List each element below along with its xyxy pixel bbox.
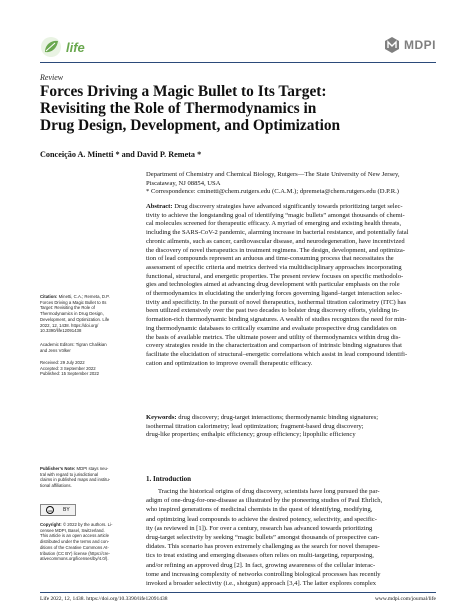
header-rule [40, 62, 436, 63]
publisher-name: MDPI [404, 38, 436, 52]
affiliation-line: Department of Chemistry and Chemical Biology, Rutgers—The State University of New Jersey, [146, 171, 400, 178]
abstract-line: been utilized extensively over the past two decades to bolster drug discovery efforts, yielding in- [146, 307, 400, 315]
intro-line: and/or refining an approved drug [2]. In fact, growing awareness of the cellular interac- [146, 561, 376, 569]
cc-by-license-badge[interactable] [40, 504, 76, 516]
journal-name: life [66, 39, 85, 55]
intro-line: ity (as reviewed in [1]). For over a century, research has advanced towards prioritizing [146, 524, 373, 532]
journal-header [40, 36, 85, 58]
section-heading: 1. Introduction [146, 475, 191, 483]
citation-doi-link[interactable]: 10.3390/life12091438 [40, 328, 82, 334]
copyright-line: This article is an open access article [40, 533, 110, 539]
abstract-line: cation and optimization to improve overall therapeutic efficacy. [146, 359, 313, 367]
abstract-line: covery strategies reside in the characterization and comparison of intrinsic binding signatures that [146, 342, 402, 350]
publisher-note-line: claims in published maps and institu- [40, 477, 111, 483]
published-date: Published: 15 September 2022 [40, 371, 100, 377]
abstract-line: cal molecules screened for therapeutic efficacy. A myriad of emerging and existing health threats, [146, 220, 402, 228]
abstract-line: tion of lead compounds represent an arduous and time-consuming process that necessitates the [146, 255, 394, 263]
citation-doi-link[interactable]: 2022, 12, 1438. https://doi.org/ [40, 322, 99, 328]
copyright-line: censee MDPI, Basel, Switzerland. [40, 527, 105, 533]
editors-line: Academic Editors: Tigran Chalikian [40, 342, 107, 347]
abstract [146, 203, 446, 368]
title-line: Forces Driving a Magic Bullet to Its Target: [40, 83, 327, 100]
citation-line: Forces Driving a Magic Bullet to Its [40, 299, 107, 305]
copyright-block [40, 522, 136, 562]
abstract-line: Drug discovery strategies have advanced significantly towards prioritizing target selec- [174, 203, 403, 210]
received-date: Received: 29 July 2022 [40, 360, 85, 365]
intro-line: adigm of one-drug-for-one-disease as illustrated by the pioneering studies of Paul Ehrlich, [146, 497, 383, 505]
intro-line: tome and increasing complexity of networks controlling biological processes has recently [146, 570, 381, 578]
abstract-line: the discovery of novel therapeutics in treatment regimens. The design, development, and optimiza- [146, 246, 405, 254]
intro-line: tics to treat existing and emerging diseases often relies on multi-targeting, repurposing, [146, 552, 374, 560]
intro-line: who inspired generations of medicinal chemists in the quest of identifying, modifying, [146, 506, 373, 514]
abstract-line: the basis of available metrics. The ultimate power and utility of thermodynamics within drug dis- [146, 333, 401, 341]
copyright-label: Copyright: [40, 522, 62, 527]
intro-line: drug-target selectivity by seeking “magic bullets” amongst thousands of prospective can- [146, 534, 380, 542]
abstract-line: formation-rich thermodynamic binding signatures. A wealth of studies recognizes the need for min- [146, 316, 407, 324]
abstract-line: including the SARS-CoV-2 pandemic, alarming increase in bacterial resistance, and potentially fatal [146, 229, 409, 237]
citation-line: Development, and Optimization. Life [40, 316, 110, 322]
keywords [146, 414, 446, 440]
footer-rule [40, 592, 436, 593]
keywords-line: isothermal titration calorimetry; lead optimization; fragment-based drug discovery; [146, 422, 364, 430]
publisher-header [383, 36, 436, 54]
copyright-line: © 2022 by the authors. Li- [62, 522, 113, 527]
correspondence-line: * Correspondence: cminetti@chem.rutgers.edu (C.A.M.); dpremeta@chem.rutgers.edu (D.P.R.) [146, 188, 399, 195]
abstract-line: ing thermodynamic databases to critically examine and evaluate prospective drug candidates on [146, 324, 397, 332]
citation-line: Minetti, C.A.; Remeta, D.P. [58, 294, 110, 299]
editors-line: and Jens Völker [40, 347, 71, 353]
cc-icon: cc [48, 508, 53, 513]
title-line: Revisiting the Role of Thermodynamics in [40, 100, 317, 117]
abstract-line: tivity to achieve the longstanding goal of identifying “magic bullets” amongst thousands of chemi- [146, 211, 405, 219]
publisher-note [40, 466, 136, 489]
intro-line: Tracing the historical origins of drug discovery, scientists have long pursued the par- [158, 488, 380, 495]
authors: Conceição A. Minetti * and David P. Remeta * [40, 150, 202, 159]
keywords-line: drug-like properties; enthalpic efficiency; group efficiency; lipophilic efficiency [146, 431, 356, 439]
abstract-line: chronic ailments, such as cancer, cardiovascular disease, and neurodegeneration, have incentivized [146, 237, 405, 245]
by-icon: BY [62, 507, 70, 513]
leaf-logo-icon [40, 36, 62, 58]
abstract-label: Abstract: [146, 203, 173, 210]
license-link[interactable]: tribution (CC BY) license (https://cre- [40, 550, 110, 556]
article-title [40, 83, 460, 134]
abstract-line: functional, structural, and energetic properties. The present review focuses on specific methodolo- [146, 272, 404, 280]
keywords-line: drug discovery; drug-target interactions; thermodynamic binding signatures; [178, 414, 379, 421]
publisher-note-line: tional affiliations. [40, 483, 72, 489]
affiliation-line: Piscataway, NJ 08854, USA [146, 179, 221, 187]
citation-label: Citation: [40, 294, 58, 299]
keywords-label: Keywords: [146, 414, 177, 421]
citation-line: Thermodynamics in Drug Design, [40, 311, 104, 317]
introduction-body [146, 487, 446, 588]
title-line: Drug Design, Development, and Optimization [40, 117, 341, 134]
abstract-line: tivity and specificity. In the pursuit of novel therapeutics, isothermal titration calorimetry (ITC) has [146, 298, 407, 306]
article-type: Review [40, 73, 64, 82]
abstract-line: of thermodynamics in elucidating the underlying forces governing ligand–target interaction selec- [146, 290, 403, 298]
academic-editors [40, 342, 136, 353]
license-link[interactable]: ativecommons.org/licenses/by/4.0/). [40, 556, 109, 562]
citation-line: Target: Revisiting the Role of [40, 305, 95, 311]
footer-journal-link[interactable]: www.mdpi.com/journal/life [374, 596, 436, 602]
publication-dates [40, 360, 136, 377]
publisher-note-label: Publisher’s Note: [40, 466, 76, 471]
abstract-line: gies and technologies aimed at advancing drug development with particular emphasis on the role [146, 281, 400, 289]
intro-line: invoked a broader selectivity (i.e., shotgun) approach [3,4]. The latter explores complex [146, 580, 377, 588]
publisher-note-line: tral with regard to jurisdictional [40, 471, 99, 477]
abstract-line: facilitate the elucidation of structural–energetic correlations which assist in lead compound identifi- [146, 350, 408, 358]
citation-block [40, 294, 136, 334]
accepted-date: Accepted: 3 September 2022 [40, 365, 96, 371]
copyright-line: distributed under the terms and con- [40, 539, 110, 545]
affiliation [146, 171, 446, 197]
publisher-note-line: MDPI stays neu- [76, 466, 109, 471]
copyright-line: ditions of the Creative Commons At- [40, 544, 109, 550]
footer-citation[interactable]: Life 2022, 12, 1438. https://doi.org/10.3390/life12091438 [40, 596, 168, 602]
intro-line: and optimizing lead compounds to achieve the desired potency, selectivity, and specific- [146, 515, 377, 523]
mdpi-logo-icon [383, 36, 401, 54]
intro-line: didates. This scenario has proven extremely challenging as the search for novel therapeu- [146, 543, 380, 551]
abstract-line: assessment of specific criteria and metrics derived via multidisciplinary approaches incorporating [146, 263, 402, 271]
